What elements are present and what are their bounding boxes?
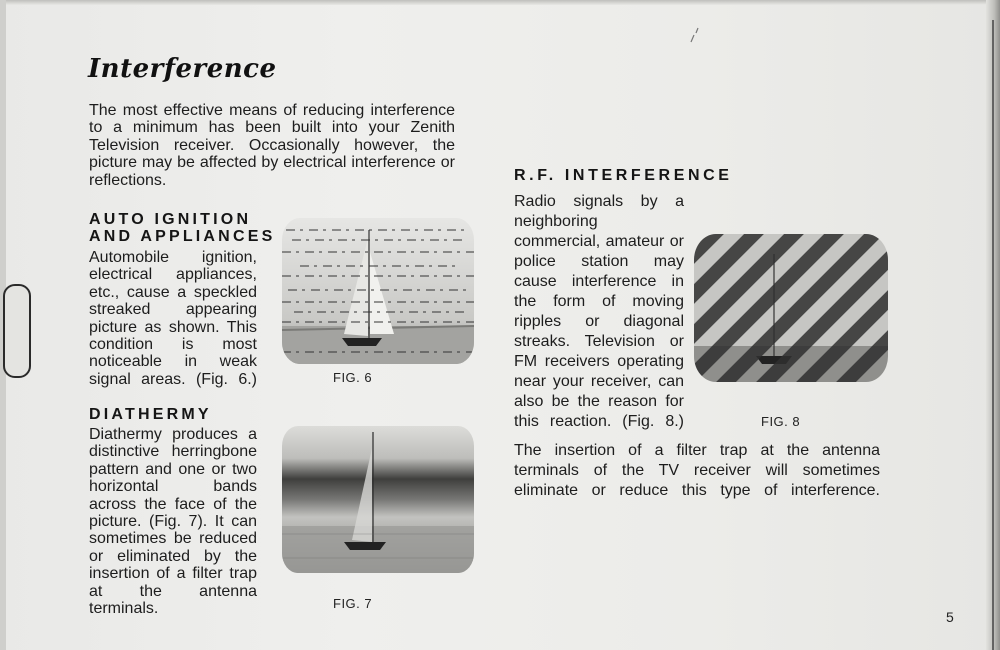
- page-title: Interference: [88, 54, 277, 84]
- fig8-image: [694, 234, 888, 382]
- auto-ignition-heading: [89, 211, 275, 245]
- pencil-mark-icon: [686, 26, 702, 46]
- diathermy-text: Diathermy produces a distinctive herringbone pattern and one or two horizontal bands across the face of the picture. (Fig. 7). It can sometimes be reduced or eliminated by the insertion of a filter trap at the antenna terminals.: [89, 426, 257, 618]
- intro-paragraph: The most effective means of reducing interference to a minimum has been built into your Zenith Television receiver. Occasionally however, the picture may be affected by electrical interference or reflections.: [89, 102, 455, 189]
- fig6-caption: FIG. 6: [333, 370, 373, 385]
- auto-heading-line1: AUTO IGNITION: [89, 211, 252, 228]
- rf-interference-text: Radio signals by a neighboring commercial, amateur or police station may cause interference in the form of moving ripples or diagonal streaks. Television or FM receivers operating near your receiver, can also be the reason for this reaction. (Fig. 8.): [514, 193, 684, 430]
- page-top-edge: [0, 0, 1000, 5]
- fig6-image: [282, 218, 474, 364]
- filter-trap-text: The insertion of a filter trap at the antenna terminals of the TV receiver will sometimes eliminate or reduce this type of interference.: [514, 442, 880, 499]
- page-number: 5: [946, 609, 954, 625]
- binder-hole: [3, 284, 31, 378]
- fig7-sailboat-banded-icon: [282, 426, 474, 573]
- auto-ignition-text: Automobile ignition, electrical appliances, etc., cause a speckled streaked appearing picture as shown. This condition is most noticeable in weak signal areas. (Fig. 6.): [89, 249, 257, 388]
- fig8-sailboat-diagonal-icon: [694, 234, 888, 382]
- fig6-sailboat-speckled-icon: [282, 218, 474, 364]
- page-right-edge: [986, 0, 1000, 650]
- fig8-caption: FIG. 8: [761, 414, 801, 429]
- fig7-caption: FIG. 7: [333, 596, 373, 611]
- auto-heading-line2: AND APPLIANCES: [89, 228, 276, 245]
- rf-interference-heading: R.F. INTERFERENCE: [514, 167, 733, 184]
- fig7-image: [282, 426, 474, 573]
- diathermy-heading: DIATHERMY: [89, 406, 212, 423]
